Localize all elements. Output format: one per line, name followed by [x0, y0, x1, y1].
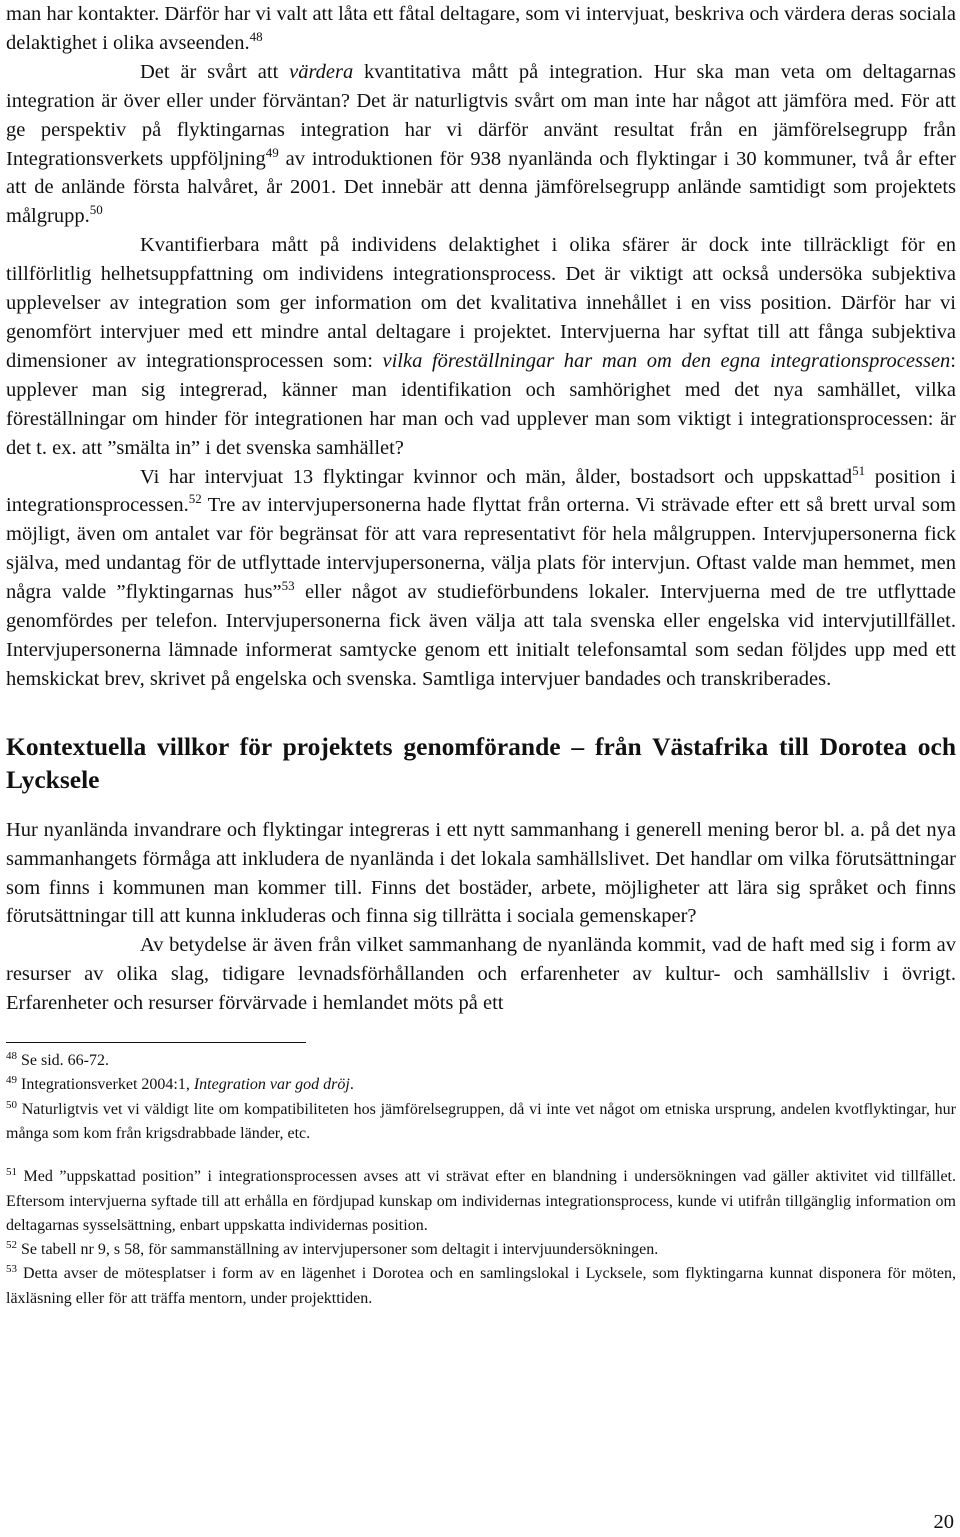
section-heading: Kontextuella villkor för projektets genomförande – från Västafrika till Dorotea och Lycksele — [6, 731, 956, 794]
footnote-text: Integrationsverket 2004:1, — [17, 1076, 194, 1094]
paragraph-1 — [6, 0, 956, 58]
footnote-ref-53[interactable]: 53 — [281, 578, 295, 594]
footnote-ref-51[interactable]: 51 — [852, 462, 866, 478]
footnote-48 — [6, 1049, 956, 1073]
footnote-text: Se sid. 66-72. — [17, 1052, 109, 1070]
footnote-ref-48[interactable]: 48 — [249, 28, 263, 44]
paragraph-2 — [6, 58, 956, 231]
footnote-tail: . — [349, 1076, 354, 1094]
footnote-49 — [6, 1073, 956, 1097]
footnote-text: Se tabell nr 9, s 58, för sammanställning av intervjupersoner som deltagit i intervjuundersökningen. — [17, 1241, 659, 1259]
paragraph-5: Hur nyanlända invandrare och flyktingar integreras i ett nytt sammanhang i generell mening beror bl. a. på det nya sammanhangets förmåga att inkludera de nyanlända i det lokala samhällslivet. Det handlar om vilka förutsättningar som finns i kommunen man kommer till. Finns det bostäder, arbete, möjligheter att lära sig språket och finns förutsättningar till att kunna inkluderas och finna sig tillrätta i sociala gemenskaper? — [6, 818, 956, 928]
footnote-ref-49[interactable]: 49 — [265, 144, 279, 160]
paragraph-6: Av betydelse är även från vilket sammanhang de nyanlända kommit, vad de haft med sig i form av resurser av olika slag, tidigare levnadsförhållanden och erfarenheter av kultur- och samhällsliv i övrigt. Erfarenheter och resurser förvärvade i hemlandet möts på ett — [6, 934, 956, 1015]
footnote-ref-52[interactable]: 52 — [188, 491, 202, 507]
paragraph-4 — [6, 463, 956, 694]
footnote-separator — [6, 1042, 306, 1043]
paragraph-3-text-b: : upplever man sig integrerad, känner man identifikation och samhörighet med det nya samhället, vilka föreställningar om hinder för integrationen har man och vad upplever man som viktigt i integrationsprocessen: är det t. ex. att ”smälta in” i det svenska samhället? — [6, 349, 956, 459]
paragraph-2-text-a: Det är svårt att — [140, 60, 290, 83]
footnote-text: Naturligtvis vet vi väldigt lite om kompatibiliteten hos jämförelsegruppen, då vi inte vet något om etniska ursprung, andelen kvotflyktingar, hur många som kom från krigsdrabbade länder, etc. — [6, 1100, 956, 1142]
page-number: 20 — [933, 1511, 954, 1533]
footnote-number: 52 — [6, 1239, 17, 1252]
footnote-title: Integration var god dröj — [193, 1076, 350, 1094]
footnotes — [6, 1049, 956, 1311]
paragraph-2-text-c: av introduktionen för 938 nyanlända och flyktingar i 30 kommuner, två år efter att de anlände första halvåret, år 2001. Det innebär att denna jämförelsegrupp anlände samtidigt som projektets målgrupp. — [6, 147, 956, 228]
paragraph-3-emphasis: vilka föreställningar har man om den egna integrationsprocessen — [382, 349, 951, 372]
footnote-text: Med ”uppskattad position” i integrationsprocessen avses att vi strävat efter en blandning i undersökningen vad gäller aktivitet vid tillfället. Eftersom intervjuerna syftade till att erhålla en fördjupad kunskap om individernas integrationsprocess, kunde vi utifrån tillgänglig information om deltagarnas sysselsättning, enbart uppskatta individernas position. — [6, 1168, 956, 1234]
paragraph-2-emphasis: värdera — [289, 60, 354, 83]
footnote-number: 53 — [6, 1263, 17, 1276]
paragraph-4-text-b: position i integrationsprocessen. — [6, 465, 956, 517]
footnote-number: 48 — [6, 1050, 17, 1063]
document-page — [6, 0, 956, 1311]
footnote-51 — [6, 1165, 956, 1238]
footnote-number: 51 — [6, 1166, 17, 1179]
footnote-53 — [6, 1262, 956, 1311]
paragraph-3-text-a: Kvantifierbara mått på individens delaktighet i olika sfärer är dock inte tillräckligt för en tillförlitlig helhetsuppfattning om individens integrationsprocess. Det är viktigt att också undersöka subjektiva upplevelser av integration som ger information om det kvalitativa innehållet i en viss position. Därför har vi genomfört intervjuer med ett mindre antal deltagare i projektet. Intervjuerna har syftat till att fånga subjektiva dimensioner av integrationsprocessen som: — [6, 234, 956, 372]
paragraph-4-text-c: Tre av intervjupersonerna hade flyttat från orterna. Vi strävade efter ett så brett urval som möjligt, även om antalet var för begränsat för att vara representativt för hela målgruppen. Intervjupersonerna fick själva, med undantag för de utflyttade intervjupersonerna, välja plats för intervjun. Oftast valde man hemmet, men några valde ”flyktingarnas hus” — [6, 494, 956, 604]
footnote-number: 49 — [6, 1074, 17, 1087]
paragraph-1-text: man har kontakter. Därför har vi valt att låta ett fåtal deltagare, som vi intervjuat, beskriva och värdera deras sociala delaktighet i olika avseenden. — [6, 3, 956, 54]
footnote-50 — [6, 1098, 956, 1147]
paragraph-4-text-a: Vi har intervjuat 13 flyktingar kvinnor och män, ålder, bostadsort och uppskattad — [140, 465, 853, 488]
paragraph-3 — [6, 231, 956, 462]
paragraph-2-text-b: kvantitativa mått på integration. Hur ska man veta om deltagarnas integration är över eller under förväntan? Det är naturligtvis svårt om man inte har något att jämföra med. För att ge perspektiv på flyktingarnas integration har vi därför använt resultat från en jämförelsegrupp från Integrationsverkets uppföljning — [6, 60, 956, 170]
footnote-text: Detta avser de mötesplatser i form av en lägenhet i Dorotea och en samlingslokal i Lycksele, som flyktingarna kunnat disponera för möten, läxläsning eller för att träffa mentorn, under projekttiden. — [6, 1265, 956, 1307]
footnote-number: 50 — [6, 1098, 17, 1111]
footnote-52 — [6, 1238, 956, 1262]
footnote-ref-50[interactable]: 50 — [89, 202, 103, 218]
paragraph-4-text-d: eller något av studieförbundens lokaler. Intervjuerna med de tre utflyttade genomfördes per telefon. Intervjupersonerna fick även välja att tala svenska eller engelska vid intervjutillfället. Intervjupersonerna lämnade informerat samtycke genom ett initialt telefonsamtal som sedan följdes upp med ett hemskickat brev, skrivet på engelska och svenska. Samtliga intervjuer bandades och transkriberades. — [6, 581, 957, 690]
